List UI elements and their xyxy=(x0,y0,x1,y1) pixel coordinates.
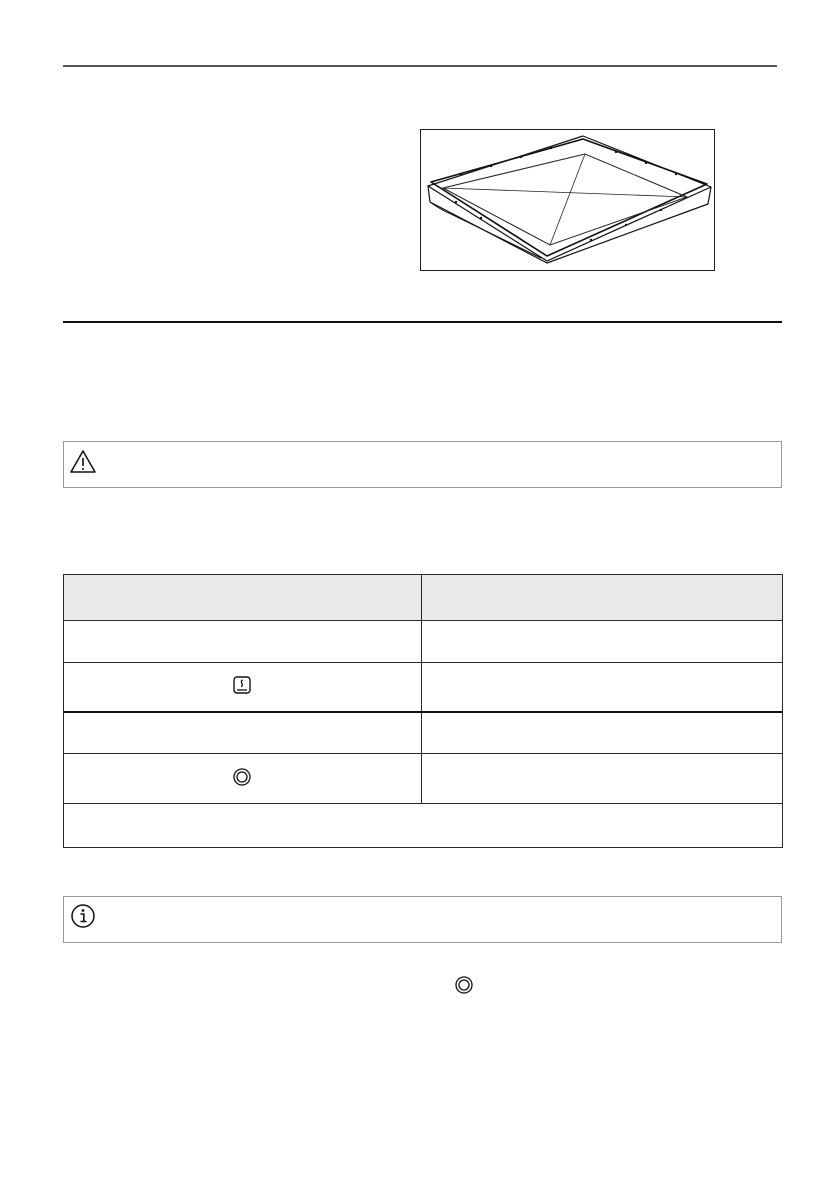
table-cell xyxy=(422,663,783,713)
table-cell xyxy=(64,712,422,754)
warning-triangle-icon xyxy=(68,446,98,480)
section-rule xyxy=(63,321,782,323)
table-row xyxy=(64,754,783,804)
sensor-key-icon xyxy=(232,675,252,699)
table-row xyxy=(64,663,783,713)
baking-tray-illustration xyxy=(420,129,715,271)
table-cell xyxy=(422,621,783,663)
baking-tray-drawing xyxy=(421,130,714,270)
table-cell xyxy=(422,712,783,754)
table-cell xyxy=(64,621,422,663)
table-footer-row xyxy=(64,804,783,848)
table-header-cell xyxy=(422,575,783,621)
header-rule xyxy=(63,65,777,67)
table-cell xyxy=(64,663,422,713)
table-header-cell xyxy=(64,575,422,621)
on-off-ring-icon xyxy=(454,975,474,999)
table-cell xyxy=(422,754,783,804)
table-row xyxy=(64,712,783,754)
on-off-ring-icon xyxy=(232,767,252,791)
control-panel-table xyxy=(63,574,783,848)
info-icon xyxy=(68,901,98,935)
table-row xyxy=(64,621,783,663)
warning-notice xyxy=(63,441,782,488)
table-footer-cell xyxy=(64,804,783,848)
info-notice xyxy=(63,896,782,943)
table-cell xyxy=(64,754,422,804)
